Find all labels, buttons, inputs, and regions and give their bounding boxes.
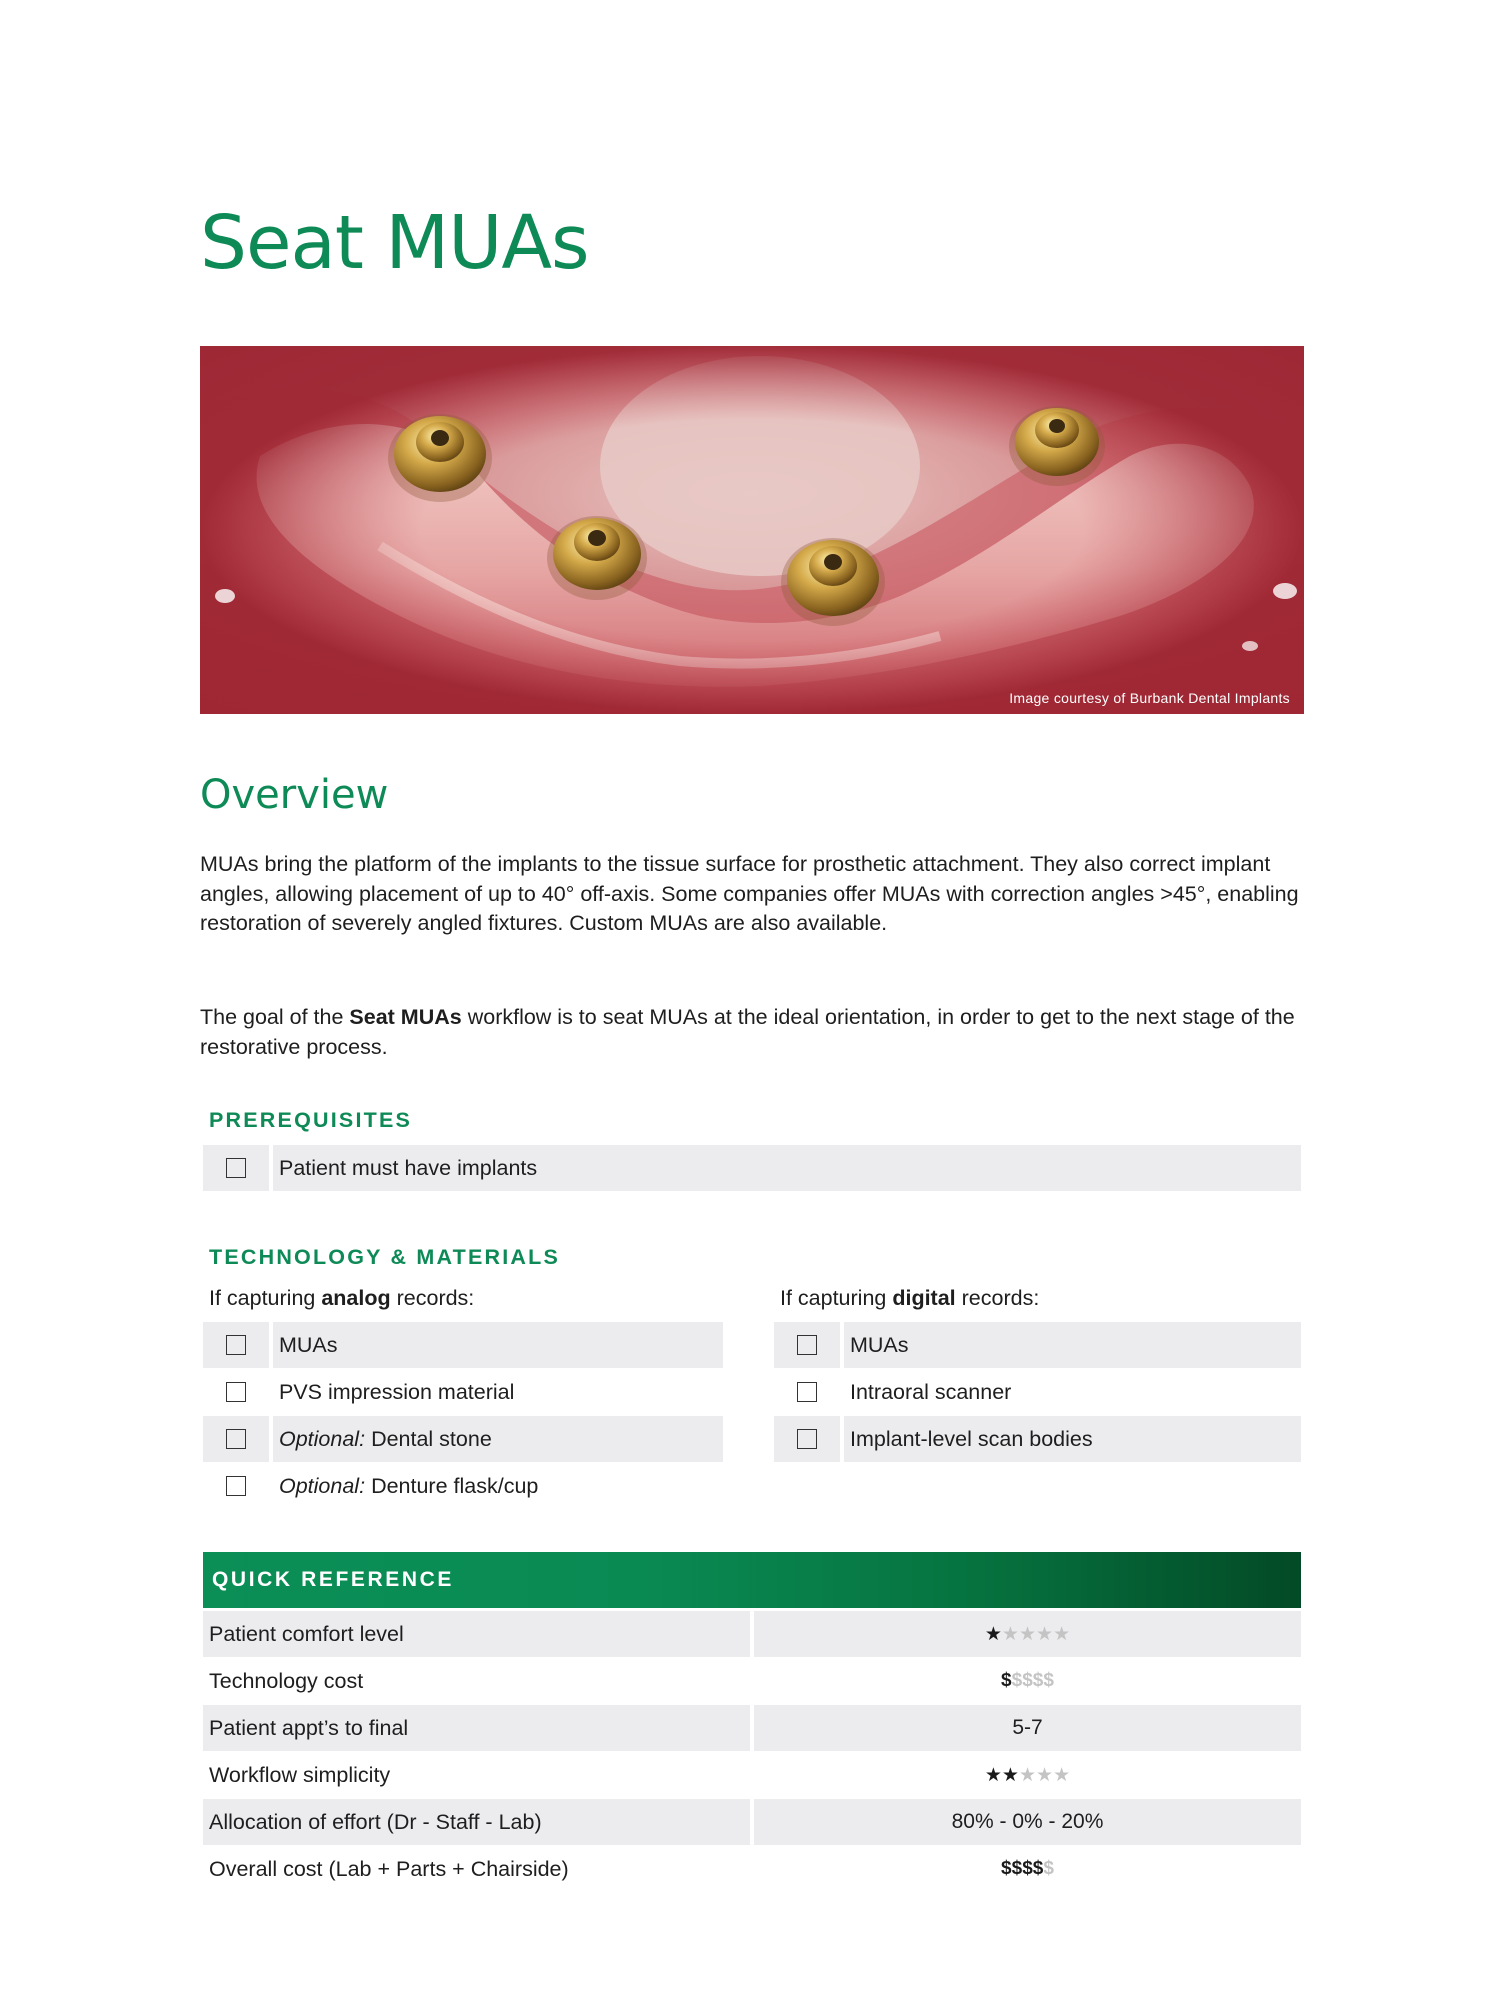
digital-item-intraoral-scanner[interactable]	[774, 1369, 1301, 1415]
qr-row-technology-cost	[203, 1658, 1301, 1704]
checkbox[interactable]	[226, 1476, 246, 1496]
checkbox[interactable]	[797, 1382, 817, 1402]
star-icon: ★	[984, 1764, 1002, 1786]
dollar-icon: $	[1032, 1670, 1044, 1691]
analog-item-text: Denture flask/cup	[371, 1473, 539, 1498]
dollar-rating	[1001, 1858, 1054, 1880]
star-icon: ★	[1001, 1623, 1019, 1645]
qr-row-overall-cost	[203, 1846, 1301, 1892]
dollar-icon: $	[1032, 1858, 1044, 1879]
qr-row-patient-comfort	[203, 1611, 1301, 1657]
star-icon: ★	[1053, 1623, 1071, 1645]
photo-credit: Image courtesy of Burbank Dental Implants	[1009, 690, 1290, 706]
star-icon: ★	[1036, 1764, 1054, 1786]
checkbox[interactable]	[226, 1335, 246, 1355]
dollar-icon: $	[1001, 1670, 1012, 1691]
digital-records-label: If capturing digital records:	[780, 1286, 1040, 1310]
technology-materials-label: TECHNOLOGY & MATERIALS	[209, 1245, 560, 1269]
qr-value-text: 5-7	[754, 1705, 1301, 1751]
digital-item-muas[interactable]	[774, 1322, 1301, 1368]
digital-item-text: Intraoral scanner	[850, 1379, 1012, 1404]
analog-item-muas[interactable]	[203, 1322, 723, 1368]
dollar-icon: $	[1043, 1670, 1054, 1691]
qr-rating	[754, 1611, 1301, 1657]
qr-label: Allocation of effort (Dr - Staff - Lab)	[203, 1799, 750, 1845]
qr-row-allocation	[203, 1799, 1301, 1845]
analog-item-dental-stone[interactable]	[203, 1416, 723, 1462]
prerequisite-text: Patient must have implants	[273, 1145, 1301, 1191]
quick-reference-header: QUICK REFERENCE	[203, 1552, 1301, 1608]
qr-label: Patient comfort level	[203, 1611, 750, 1657]
analog-item-text: MUAs	[279, 1332, 338, 1357]
analog-item-denture-flask[interactable]	[203, 1463, 723, 1509]
qr-rating	[754, 1752, 1301, 1798]
prerequisites-label: PREREQUISITES	[209, 1108, 413, 1132]
qr-label: Workflow simplicity	[209, 1762, 391, 1787]
dollar-rating	[1001, 1670, 1054, 1692]
optional-prefix: Optional:	[279, 1426, 366, 1451]
analog-records-label: If capturing analog records:	[209, 1286, 475, 1310]
analog-item-pvs[interactable]	[203, 1369, 723, 1415]
analog-item-text: Dental stone	[371, 1426, 492, 1451]
qr-label: Technology cost	[209, 1668, 364, 1693]
checkbox[interactable]	[226, 1158, 246, 1178]
star-icon: ★	[984, 1623, 1002, 1645]
checkbox[interactable]	[226, 1429, 246, 1449]
optional-prefix: Optional:	[279, 1473, 366, 1498]
digital-item-text: Implant-level scan bodies	[850, 1426, 1093, 1451]
qr-rating	[754, 1658, 1301, 1704]
star-icon: ★	[1053, 1764, 1071, 1786]
star-icon: ★	[1018, 1623, 1037, 1645]
qr-value-text: 80% - 0% - 20%	[754, 1799, 1301, 1845]
goal-workflow-name: Seat MUAs	[349, 1005, 462, 1029]
checkbox[interactable]	[797, 1335, 817, 1355]
star-icon: ★	[1018, 1764, 1037, 1786]
dollar-icon: $	[1022, 1858, 1033, 1879]
checkbox[interactable]	[226, 1382, 246, 1402]
page-title: Seat MUAs	[200, 200, 589, 286]
dollar-icon: $	[1011, 1858, 1023, 1879]
qr-rating	[754, 1846, 1301, 1892]
prerequisite-item[interactable]	[203, 1145, 1301, 1191]
star-rating	[985, 1764, 1070, 1787]
overview-paragraph: MUAs bring the platform of the implants to the tissue surface for prosthetic attachment. They also correct implant angles, allowing placement of up to 40° off-axis. Some companies offer MUAs with correction angles >45°, enabling restoration of severely angled fixtures. Custom MUAs are also available.	[200, 852, 1299, 935]
dollar-icon: $	[1001, 1858, 1012, 1879]
overview-heading: Overview	[200, 772, 389, 818]
goal-paragraph: The goal of the Seat MUAs workflow is to seat MUAs at the ideal orientation, in order to get to the next stage of the restorative process.	[200, 1005, 1295, 1059]
dollar-icon: $	[1022, 1670, 1033, 1691]
digital-item-text: MUAs	[850, 1332, 909, 1357]
qr-label: Patient appt’s to final	[203, 1705, 750, 1751]
dollar-icon: $	[1043, 1858, 1054, 1879]
qr-row-appointments	[203, 1705, 1301, 1751]
star-icon: ★	[1036, 1623, 1054, 1645]
checkbox[interactable]	[797, 1429, 817, 1449]
implant-photo	[200, 346, 1304, 714]
star-icon: ★	[1001, 1764, 1019, 1786]
analog-item-text: PVS impression material	[279, 1379, 515, 1404]
qr-label: Overall cost (Lab + Parts + Chairside)	[209, 1856, 569, 1881]
digital-item-scan-bodies[interactable]	[774, 1416, 1301, 1462]
star-rating	[985, 1623, 1070, 1646]
dollar-icon: $	[1011, 1670, 1023, 1691]
qr-row-workflow-simplicity	[203, 1752, 1301, 1798]
